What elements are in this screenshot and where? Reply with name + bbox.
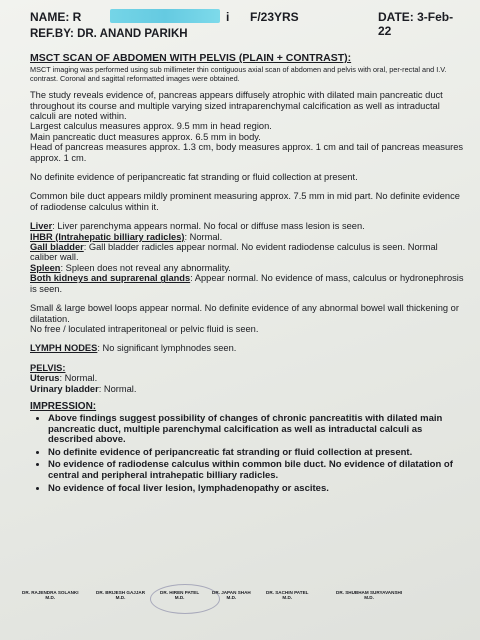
liver-label: Liver — [30, 221, 53, 232]
signature-name: DR. BRIJESH GAJJAR — [96, 590, 146, 595]
signature-name: DR. JAPAN SHAH — [212, 590, 251, 595]
pelvis-label: PELVIS: — [30, 362, 66, 373]
gallbladder-label: Gall bladder — [30, 242, 84, 253]
kidneys-text: : Appear normal. No evidence of mass, calculus or hydronephrosis is seen. — [30, 273, 464, 294]
impression-item: • No evidence of focal liver lesion, lymphadenopathy or ascites. — [48, 484, 466, 495]
impression-item: • Above findings suggest possibility of changes of chronic pancreatitis with dilated main pancreatic duct, multiple parenchymal calcification as well as intraductal calculi as described above. — [48, 414, 466, 446]
spleen-text: : Spleen does not reveal any abnormality. — [60, 262, 231, 273]
signature-degree: M.D. — [174, 595, 185, 600]
report-title: MSCT SCAN OF ABDOMEN WITH PELVIS (PLAIN + CONTRAST): — [30, 52, 352, 64]
technique-text: MSCT imaging was performed using sub millimeter thin contiguous axial scan of abdomen and pelvis with oral, per-rectal and I.V. contrast. Coronal and sagittal reformatted images were obtained. — [30, 65, 447, 83]
spleen-line — [30, 263, 466, 273]
signature-degree: M.D. — [45, 595, 56, 600]
ihbr-label: IHBR (Intrahepatic billiary radicles) — [30, 231, 185, 242]
uterus-line — [30, 373, 466, 383]
signature-row — [22, 590, 472, 616]
signature-degree: M.D. — [115, 595, 126, 600]
kidneys-label: Both kidneys and suprarenal glands — [30, 273, 191, 284]
age-sex: F/23YRS — [250, 10, 299, 24]
pancreas-calculus: Largest calculus measures approx. 9.5 mm in head region. — [30, 121, 272, 132]
ihbr-text: : Normal. — [184, 231, 223, 242]
impression-list — [30, 414, 466, 494]
signature-degree: M.D. — [364, 595, 374, 600]
bowel-text: Small & large bowel loops appear normal. No definite evidence of any abnormal bowel wall thickening or dilatation. — [30, 303, 459, 324]
pancreas-size: Head of pancreas measures approx. 1.3 cm, body measures approx. 1 cm and tail of pancreas measures approx. 1 cm. — [30, 142, 464, 163]
impression-label: IMPRESSION: — [30, 400, 97, 412]
impression-item: • No definite evidence of peripancreatic fat stranding or fluid collection at present. — [48, 448, 466, 459]
signature-block — [160, 590, 199, 600]
signature-degree: M.D. — [282, 595, 293, 600]
impression-item: • No evidence of radiodense calculus within common bile duct. No evidence of dilatation of central and peripheral intrahepatic billiary radicles. — [48, 460, 466, 481]
peripancreatic-text: No definite evidence of peripancreatic fat stranding or fluid collection at present. — [30, 172, 358, 183]
kidneys-line — [30, 273, 466, 294]
bladder-text: : Normal. — [98, 383, 137, 394]
patient-name-tail: i — [226, 10, 230, 24]
signature-block — [212, 590, 251, 600]
signature-name: DR. RAJENDRA SOLANKI — [22, 590, 79, 595]
lymph-line — [30, 343, 466, 353]
signature-degree: M.D. — [226, 595, 237, 600]
uterus-text: : Normal. — [59, 373, 98, 384]
pancreas-duct: Main pancreatic duct measures approx. 6.5 mm in body. — [30, 131, 261, 142]
signature-block — [266, 590, 308, 600]
fluid-text: No free / loculated intraperitoneal or pelvic fluid is seen. — [30, 323, 259, 334]
spleen-label: Spleen — [30, 262, 61, 273]
signature-name: DR. SACHIN PATEL — [266, 590, 309, 595]
lymph-text: : No significant lymphnodes seen. — [97, 343, 237, 354]
liver-text: : Liver parenchyma appears normal. No focal or diffuse mass lesion is seen. — [52, 221, 365, 232]
signature-block — [96, 590, 145, 600]
signature-block — [336, 590, 402, 600]
pancreas-intro: The study reveals evidence of, pancreas appears diffusely atrophic with dilated main pancreatic duct throughout its course and multiple varying sized intraparenchymal calcification as well as intraductal calculi are noted within. — [30, 90, 443, 121]
gallbladder-text: : Gall bladder radicles appear normal. No evident radiodense calculus is seen. Normal caliber wall. — [30, 242, 438, 263]
report-date: DATE: 3-Feb-22 — [378, 10, 454, 38]
signature-block — [22, 590, 79, 600]
gallbladder-line — [30, 242, 466, 263]
bladder-label: Urinary bladder — [30, 383, 99, 394]
bladder-line — [30, 384, 466, 394]
signature-name: DR. HIREN PATEL — [160, 590, 200, 595]
cbd-text: Common bile duct appears mildly prominent measuring approx. 7.5 mm in mid part. No definite evidence of radiodense calculus within it. — [30, 191, 460, 212]
redaction-mark — [110, 9, 220, 23]
patient-name-label: NAME: R — [30, 10, 82, 24]
uterus-label: Uterus — [30, 373, 60, 384]
lymph-label: LYMPH NODES — [30, 343, 98, 354]
signature-name: DR. SHUBHAM SURYAVANSHI — [336, 590, 403, 595]
liver-line — [30, 221, 466, 231]
referred-by: REF.BY: DR. ANAND PARIKH — [30, 28, 188, 40]
ihbr-line — [30, 232, 466, 242]
